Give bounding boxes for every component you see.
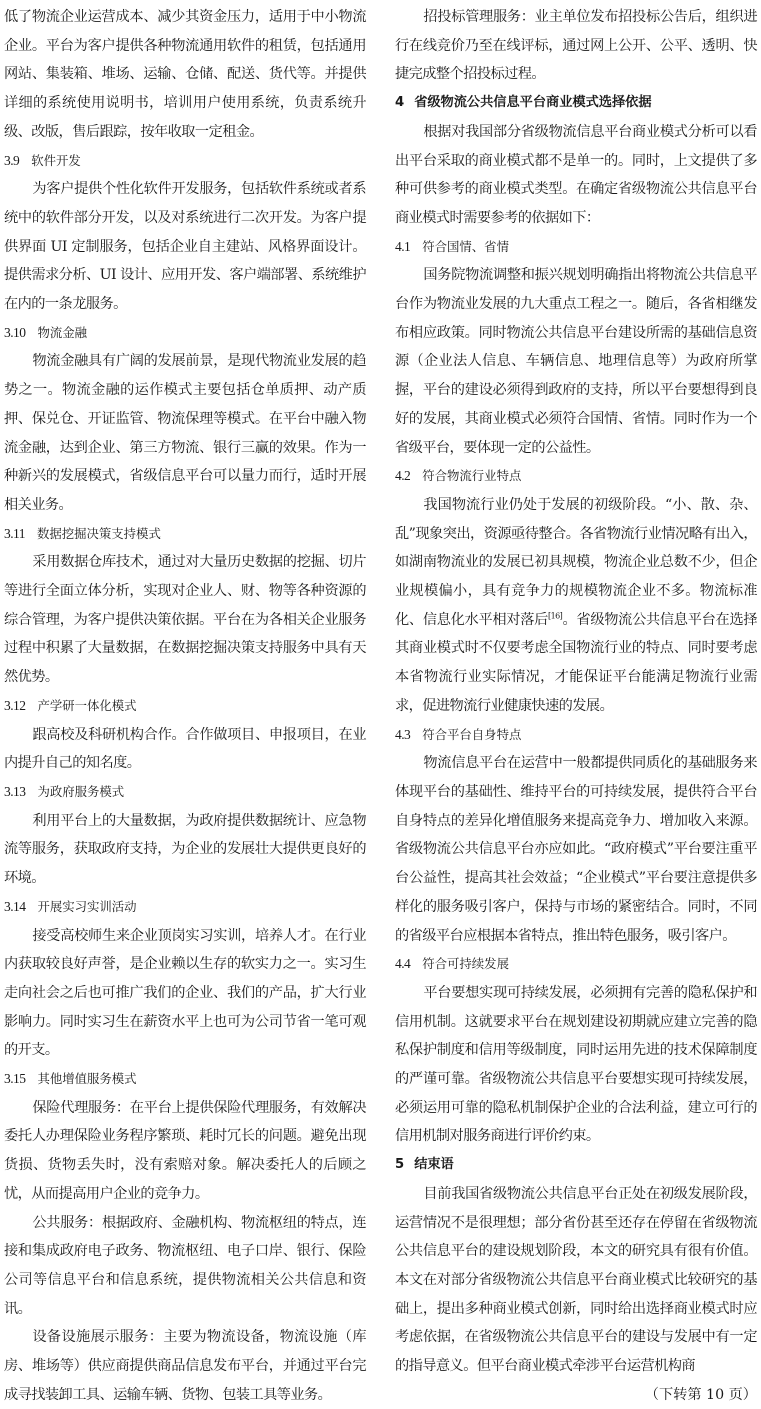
paragraph: 设备设施展示服务：主要为物流设备，物流设施（库房、堆场等）供应商提供商品信息发布平台，并通过平台完成寻找装卸工具、运输车辆、货物、包装工具等业务。 [4,1329,366,1403]
citation-reference[interactable]: [16] [548,611,563,621]
subsection-title: 软件开发 [31,152,81,168]
paragraph-text: 目前我国省级物流公共信息平台正处在初级发展阶段，运营情况不是很理想；部分省份甚至还存在停留在省级物流公共信息平台的建设规划阶段，本文的研究具有很有价值。本文在对部分省级物流公共信息平台商业模式比较研究的基础上，提出多种商业模式创新，同时给出选择商业模式时应考虑依据，在省级物流公共信息平台的建设与发展中有一定的指导意义。但平台商业模式牵涉平台运营机构商 [395,1185,757,1375]
paragraph: 招投标管理服务：业主单位发布招投标公告后，组织进行在线竞价乃至在线评标，通过网上公开、公平、透明、快捷完成整个招投标过程。 [395,9,757,83]
subsection-heading [395,721,757,750]
subsection-title: 其他增值服务模式 [37,1071,137,1087]
continued-note: （下转第 10 页） [644,1386,757,1403]
paragraph [395,1180,757,1403]
subsection-number: 4.4 [395,956,411,972]
paragraph: 物流信息平台在运营中一般都提供同质化的基础服务来体现平台的基础性、维持平台的可持续发展，提供符合平台自身特点的差异化增值服务来提高竞争力、增加收入来源。省级物流公共信息平台亦应如此。“政府模式”平台要注重平台公益性，提高其社会效益；“企业模式”平台要注意提供多样化的服务吸引客户，保持与市场的紧密结合。同时，不同的省级平台应根据本省特点，推出特色服务，吸引客户。 [395,755,757,944]
section-heading [395,1151,757,1180]
paragraph: 利用平台上的大量数据，为政府提供数据统计、应急物流等服务，获取政府支持，为企业的发展壮大提供更良好的环境。 [4,812,366,887]
subsection-number: 3.10 [4,324,26,340]
subsection-heading [395,950,757,979]
paragraph: 接受高校师生来企业顶岗实习实训，培养人才。在行业内获取较良好声誉，是企业赖以生存的软实力之一。实习生走向社会之后也可推广我们的企业、我们的产品，扩大行业影响力。同时实习生在薪资水平上也可为公司节省一笔可观的开支。 [4,927,366,1059]
subsection-number: 3.14 [4,898,26,914]
subsection-title: 符合平台自身特点 [422,726,522,742]
subsection-heading [4,1065,366,1094]
section-number: 5 [395,1157,405,1173]
section-number: 4 [395,95,405,111]
subsection-title: 物流金融 [37,324,87,340]
subsection-heading [4,893,366,922]
section-title: 结束语 [414,1157,454,1173]
paragraph: 根据对我国部分省级物流信息平台商业模式分析可以看出平台采取的商业模式都不是单一的。同时，上文提供了多种可供参考的商业模式类型。在确定省级物流公共信息平台商业模式时需要参考的依据如下： [395,123,757,226]
paragraph: 跟高校及科研机构合作。合作做项目、申报项目，在业内提升自己的知名度。 [4,726,366,772]
paragraph: 国务院物流调整和振兴规划明确指出将物流公共信息平台作为物流业发展的九大重点工程之一。随后，各省相继发布相应政策。同时物流公共信息平台建设所需的基础信息资源（企业法人信息、车辆信息、地理信息等）为政府所掌握，平台的建设必须得到政府的支持，所以平台要想得到良好的发展，其商业模式必须符合国情、省情。同时作为一个省级平台，要体现一定的公益性。 [395,267,757,456]
left-column [4,3,366,1409]
subsection-title: 符合可持续发展 [422,956,509,972]
subsection-number: 4.1 [395,238,411,254]
paragraph-text: 我国物流行业仍处于发展的初级阶段。“小、散、杂、乱”现象突出，资源亟待整合。各省物流行业情况略有出入，如湖南物流业的发展已初具规模，物流企业总数不少，但企业规模偏小，具有竞争力的规模物流企业不多。物流标准化、信息化水平相对落后 [395,496,757,628]
paragraph: 物流金融具有广阔的发展前景，是现代物流业发展的趋势之一。物流金融的运作模式主要包括仓单质押、动产质押、保兑仓、开证监管、物流保理等模式。在平台中融入物流金融，达到企业、第三方物流、银行三赢的效果。作为一种新兴的发展模式，省级信息平台可以量力而行，适时开展相关业务。 [4,353,366,513]
section-title: 省级物流公共信息平台商业模式选择依据 [414,95,652,111]
subsection-title: 开展实习实训活动 [37,898,137,914]
subsection-number: 4.3 [395,726,411,742]
paragraph: 采用数据仓库技术，通过对大量历史数据的挖掘、切片等进行全面立体分析，实现对企业人、财、物等各种资源的综合管理，为客户提供决策依据。平台在为各相关企业服务过程中积累了大量数据，在数据挖掘决策支持服务中具有天然优势。 [4,554,366,686]
subsection-title: 产学研一体化模式 [37,697,137,713]
subsection-number: 3.11 [4,525,25,541]
subsection-heading [395,462,757,491]
paragraph [395,491,757,721]
subsection-number: 3.12 [4,697,26,713]
subsection-heading [395,233,757,262]
paragraph: 公共服务：根据政府、金融机构、物流枢纽的特点，连接和集成政府电子政务、物流枢纽、电子口岸、银行、保险公司等信息平台和信息系统，提供物流相关公共信息和资讯。 [4,1214,366,1317]
subsection-title: 数据挖掘决策支持模式 [36,525,161,541]
subsection-number: 3.15 [4,1071,26,1087]
subsection-number: 3.9 [4,152,20,168]
paragraph: 为客户提供个性化软件开发服务，包括软件系统或者系统中的软件部分开发，以及对系统进行二次开发。为客户提供界面 UI 定制服务，包括企业自主建站、风格界面设计。提供需求分析、UI 设计、应用开发、客户端部署、系统维护在内的一条龙服务。 [4,181,366,313]
subsection-number: 3.13 [4,783,26,799]
subsection-heading [4,147,366,176]
subsection-number: 4.2 [395,468,411,484]
subsection-title: 符合物流行业特点 [422,468,522,484]
paragraph: 平台要想实现可持续发展，必须拥有完善的隐私保护和信用机制。这就要求平台在规划建设初期就应建立完善的隐私保护制度和信用等级制度，同时运用先进的技术保障制度的严谨可靠。省级物流公共信息平台要想实现可持续发展，必须运用可靠的隐私机制保护企业的合法利益，建立可行的信用机制对服务商进行评价约束。 [395,984,757,1145]
paragraph: 低了物流企业运营成本、减少其资金压力，适用于中小物流企业。平台为客户提供各种物流通用软件的租赁，包括通用网站、集装箱、堆场、运输、仓储、配送、货代等。并提供详细的系统使用说明书，培训用户使用系统，负责系统升级、改版，售后跟踪，按年收取一定租金。 [4,9,366,140]
subsection-heading [4,520,366,549]
subsection-title: 符合国情、省情 [422,238,509,254]
subsection-title: 为政府服务模式 [37,783,125,799]
subsection-heading [4,778,366,807]
paragraph-text: 。省级物流公共信息平台在选择其商业模式时不仅要考虑全国物流行业的特点、同时要考虑本省物流行业实际情况，才能保证平台能满足物流行业需求，促进物流行业健康快速的发展。 [395,611,757,714]
section-heading [395,89,757,118]
paragraph: 保险代理服务：在平台上提供保险代理服务，有效解决委托人办理保险业务程序繁琐、耗时冗长的问题。避免出现货损、货物丢失时，没有索赔对象。解决委托人的后顾之忧，从而提高用户企业的竞争力。 [4,1099,366,1202]
right-column [395,3,757,1409]
subsection-heading [4,319,366,348]
subsection-heading [4,692,366,721]
